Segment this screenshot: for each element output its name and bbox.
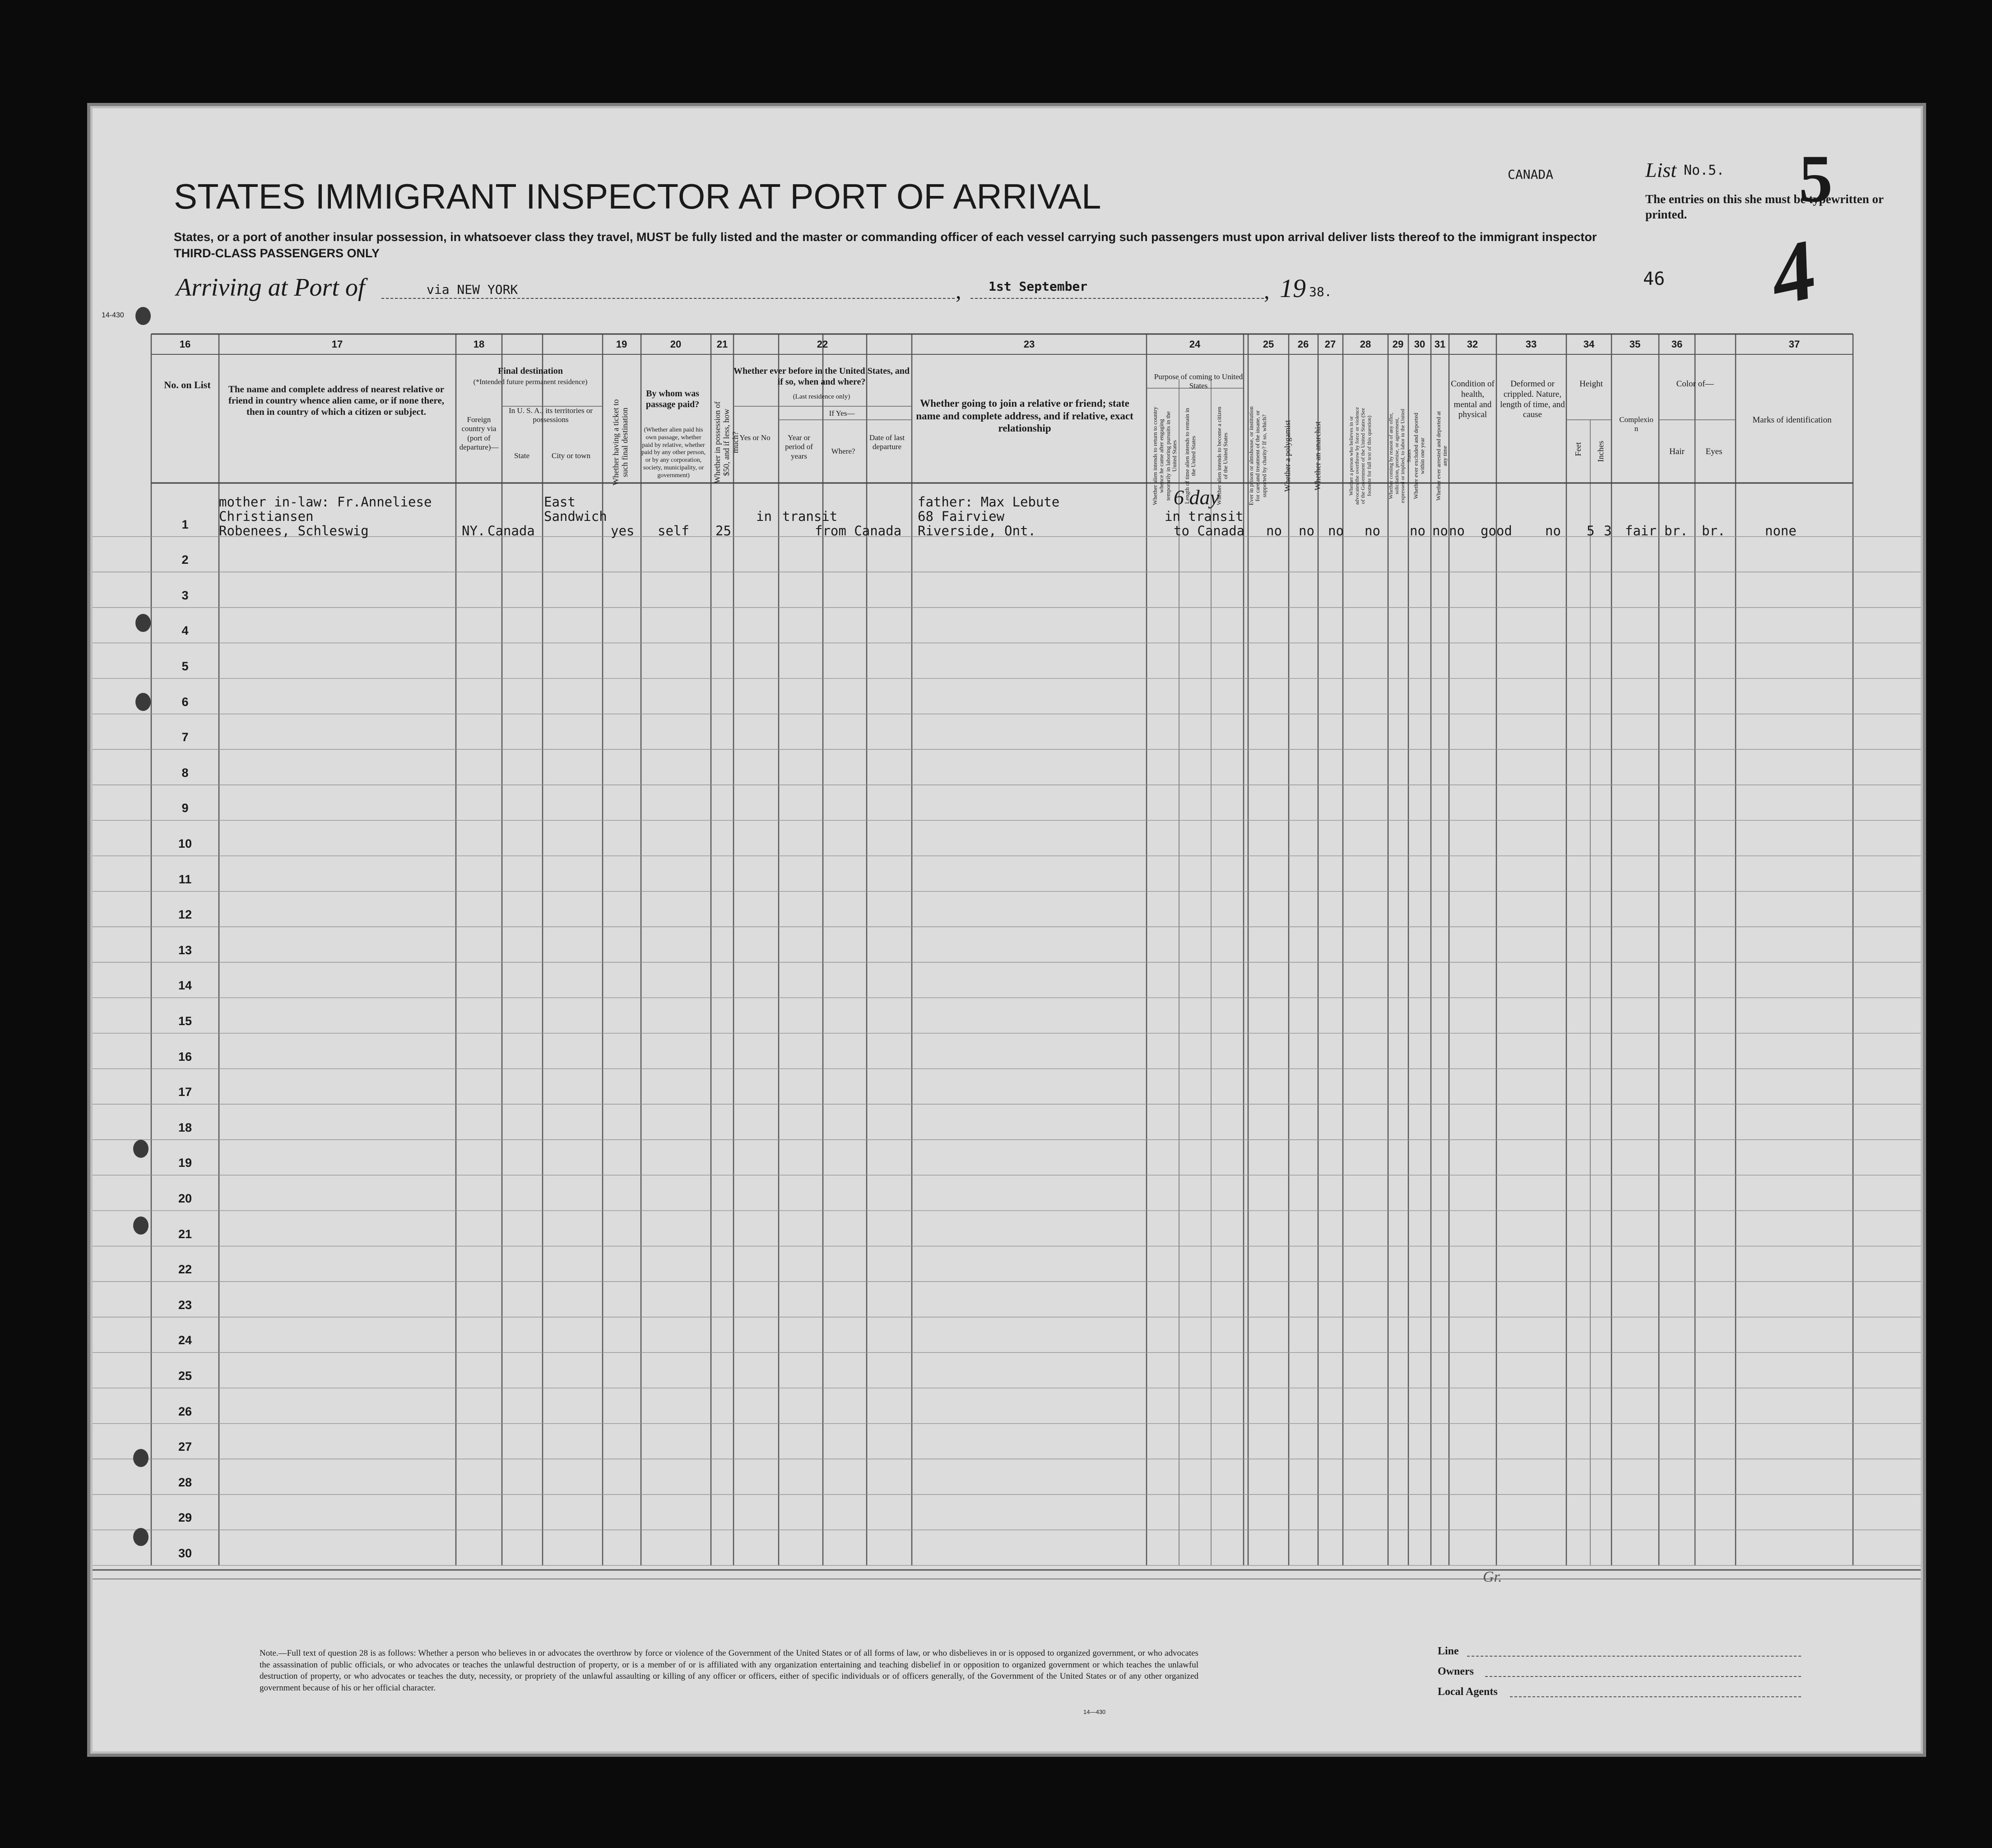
row-number: 9: [181, 801, 189, 815]
header-ticket: Whether having a ticket to such final destination: [611, 399, 629, 486]
entry-foreign-via: NY.: [462, 523, 486, 539]
column-number: 33: [1525, 339, 1537, 350]
form-code-bottom: 14—430: [1083, 1709, 1106, 1715]
entry-q29: no: [1410, 523, 1426, 539]
row-number: 16: [178, 1049, 192, 1063]
form-title: STATES IMMIGRANT INSPECTOR AT PORT OF ARRIVAL: [174, 176, 1101, 216]
typewritten-note: The entries on this she must be typewritten or printed.: [1645, 192, 1884, 221]
entry-before-transit: transit: [782, 509, 838, 524]
header-purpose-length: Length of time alien intends to remain in the United States: [1184, 408, 1197, 504]
row-number: 25: [178, 1369, 192, 1383]
form-code-top: 14-430: [102, 311, 124, 319]
entry-q31: no: [1449, 523, 1465, 539]
handwritten-numeral: 4: [1762, 222, 1824, 324]
list-number: No.5.: [1684, 163, 1725, 178]
arriving-label: Arriving at Port of: [176, 274, 365, 302]
entry-purpose-line2: to Canada: [1174, 523, 1245, 539]
entry-city-line1: East: [544, 494, 576, 510]
row-number: 28: [178, 1475, 192, 1489]
row-number: 3: [181, 588, 189, 602]
header-purpose: Purpose of coming to United States: [1154, 372, 1243, 390]
row-number: 10: [178, 837, 192, 850]
column-number: 36: [1671, 339, 1683, 350]
row-number: 1: [181, 517, 189, 531]
column-number: 29: [1392, 339, 1404, 350]
header-inches: Inches: [1596, 441, 1605, 462]
column-number: 22: [817, 339, 828, 350]
row-number: 27: [178, 1440, 192, 1454]
list-label: List: [1645, 158, 1677, 181]
signature-agents-label: Local Agents: [1438, 1686, 1498, 1698]
header-state: State: [514, 451, 529, 460]
column-number: 24: [1189, 339, 1201, 350]
header-relative-address: The name and complete address of nearest relative or friend in country whence alien came, or if none there, then in country of which a citizen or subject.: [228, 384, 445, 418]
binder-hole: [133, 1140, 149, 1158]
column-number: 26: [1297, 339, 1309, 350]
column-number: 18: [473, 339, 485, 350]
header-eyes: Eyes: [1705, 447, 1723, 456]
entry-ticket: yes: [611, 523, 635, 539]
entry-q28: no: [1365, 523, 1380, 539]
row-number: 15: [178, 1014, 192, 1028]
row-number: 26: [178, 1404, 192, 1418]
header-if-yes: If Yes—: [829, 409, 855, 418]
binder-hole: [135, 693, 151, 711]
column-number: 27: [1324, 339, 1336, 350]
row-number: 12: [178, 908, 192, 922]
header-polygamist: Whether a polygamist: [1283, 420, 1292, 492]
row-number: 14: [178, 979, 192, 993]
header-deformed: Deformed or crippled. Nature, length of time, and cause: [1500, 379, 1565, 420]
entry-inches: 3: [1604, 523, 1612, 539]
header-feet: Feet: [1574, 442, 1583, 456]
entry-anarchist: no: [1328, 523, 1344, 539]
column-number: 32: [1467, 339, 1478, 350]
column-number: 28: [1360, 339, 1371, 350]
header-yes-or-no: Yes or No: [739, 433, 771, 442]
header-complexion: Complexion: [1619, 415, 1653, 433]
header-q29: Whether coming by reason of any offer, solicitation, promise, or agreement, expressed or implied, to labor in the United States: [1388, 409, 1412, 503]
header-height: Height: [1579, 379, 1603, 389]
column-number: 37: [1788, 339, 1800, 350]
header-in-usa: In U. S. A., its territories or possessions: [508, 406, 593, 424]
signature-owners-underline: [1485, 1676, 1801, 1677]
entry-deformed: no: [1545, 523, 1561, 539]
header-passage-paid-sub: (Whether alien paid his own passage, whether paid by relative, whether paid by any other person, or by any corporation, society, municipality, or government): [641, 427, 706, 479]
year-prefix: 19: [1280, 274, 1306, 303]
header-color-of: Color of—: [1676, 379, 1714, 389]
signature-line-label: Line: [1438, 1645, 1459, 1657]
entry-city-line2: Sandwich: [544, 509, 607, 524]
column-number: 34: [1583, 339, 1595, 350]
entry-eyes: br.: [1702, 523, 1726, 539]
column-number: 25: [1263, 339, 1274, 350]
row-number: 4: [181, 624, 189, 638]
header-money: Whether in possession of $50, and if less, how much?: [713, 401, 740, 483]
entry-prison: no: [1266, 523, 1282, 539]
footnote-q28: Note.—Full text of question 28 is as follows: Whether a person who believes in or advocates the overthrow by force or violence of the Government of the United States or of all forms of law, or who disbelieves in or is opposed to organized government, or who advocates the assassination of public officials, or who advocates or teaches the unlawful destruction of property, or is a member of or is affiliated with any organization entertaining and teaching disbelief in or opposition to organized government or which teaches the unlawful destruction of property, or who advocates or teaches the duty, necessity, or propriety of the unlawful assaulting or killing of any officer or officers, either of specific individuals or of officers generally, of the Government of the United States or of any other organized government because of his or her official character.: [260, 1648, 1198, 1693]
header-prison: Ever in prison or almshouse, or institution for care and treatment of the insane, or supported by charity? If so, which?: [1248, 406, 1268, 506]
header-date-departure: Date of last departure: [869, 433, 905, 451]
entry-relative-line3: Robenees, Schleswig: [219, 523, 369, 539]
entry-complexion: fair: [1625, 523, 1657, 539]
row-number: 17: [178, 1085, 192, 1099]
row-number: 2: [181, 553, 189, 567]
header-purpose-return: Whether alien intends to return to country whence he came after engaging temporarily in laboring pursuits in the United States: [1152, 406, 1178, 506]
entry-money: 25: [715, 523, 731, 539]
column-number: 30: [1414, 339, 1426, 350]
binder-hole: [135, 307, 151, 325]
entry-relative-line1: mother in-law: Fr.Anneliese: [219, 494, 432, 510]
big-numeral: 5: [1799, 141, 1833, 216]
column-number: 16: [179, 339, 191, 350]
header-foreign-country: Foreign country via (port of departure)—: [459, 415, 499, 452]
entry-relative-line2: Christiansen: [219, 509, 314, 524]
column-number: 31: [1434, 339, 1446, 350]
arrival-date: 1st September: [989, 279, 1088, 294]
entry-health: good: [1481, 523, 1512, 539]
entry-q30: no: [1432, 523, 1448, 539]
entry-join-line3: Riverside, Ont.: [918, 523, 1036, 539]
binder-hole: [133, 1528, 149, 1546]
row-number: 22: [178, 1263, 192, 1277]
year-suffix: 38.: [1309, 284, 1332, 299]
entry-join-line1: father: Max Lebute: [918, 494, 1060, 510]
header-ever-before-sub: (Last residence only): [793, 393, 850, 400]
row-number: 11: [178, 872, 192, 886]
country-label: CANADA: [1508, 167, 1554, 182]
sheet-number: 46: [1643, 269, 1665, 289]
arriving-port: via NEW YORK: [427, 282, 518, 297]
header-ever-before: Whether ever before in the United States, and if so, when and where?: [734, 366, 910, 387]
binder-hole: [135, 614, 151, 632]
manifest-page: [90, 106, 1923, 1754]
header-join-relative: Whether going to join a relative or friend; state name and complete address, and if relative, exact relationship: [916, 398, 1133, 434]
signature-line-underline: [1467, 1656, 1801, 1657]
header-final-destination: Final destination: [498, 366, 563, 376]
header-anarchist: Whether an anarchist: [1313, 421, 1322, 491]
row-number: 5: [181, 659, 189, 673]
stray-mark: Gr.: [1483, 1569, 1502, 1585]
header-final-destination-sub: (*Intended future permanent residence): [473, 378, 588, 386]
row-number: 20: [178, 1192, 192, 1205]
entry-length-handwritten: 6 day: [1174, 486, 1219, 509]
column-number: 17: [331, 339, 343, 350]
entry-feet: 5: [1587, 523, 1595, 539]
header-health: Condition of health, mental and physical: [1451, 379, 1495, 420]
header-q31: Whether ever arrested and deported at any time: [1435, 411, 1449, 501]
column-number: 19: [616, 339, 627, 350]
row-number: 29: [178, 1511, 192, 1525]
row-number: 7: [181, 730, 189, 744]
comma-2: ,: [1264, 278, 1270, 303]
row-number: 24: [178, 1333, 192, 1347]
header-passage-paid: By whom was passage paid?: [645, 389, 700, 409]
row-number: 30: [178, 1546, 192, 1560]
entry-paid-by: self: [658, 523, 689, 539]
row-number: 8: [181, 766, 189, 780]
row-number: 6: [181, 695, 189, 709]
entry-join-line2: 68 Fairview: [918, 509, 1005, 524]
header-no-on-list: No. on List: [164, 379, 211, 390]
entry-hair: br.: [1664, 523, 1688, 539]
row-number: 19: [178, 1156, 192, 1170]
column-number: 20: [670, 339, 682, 350]
header-purpose-citizen: Whether alien intends to become a citizen of the United States: [1216, 406, 1229, 506]
column-number: 23: [1023, 339, 1035, 350]
entry-state: Canada: [488, 523, 535, 539]
header-city: City or town: [552, 451, 590, 460]
column-number: 21: [716, 339, 728, 350]
entry-marks: none: [1765, 523, 1797, 539]
header-marks: Marks of identification: [1752, 415, 1832, 425]
row-number: 21: [178, 1227, 192, 1241]
column-number: 35: [1629, 339, 1641, 350]
entry-purpose-line1: in transit: [1165, 509, 1244, 524]
entry-before-in: in: [756, 509, 772, 524]
instructions-line-1: States, or a port of another insular possession, in whatsoever class they travel, MUST be fully listed and the master or commanding officer of each vessel carrying such passengers must upon arrival deliver lists thereof to the immigrant inspector: [174, 230, 1597, 244]
table-grid: [93, 108, 1921, 1751]
instructions-line-2: THIRD-CLASS PASSENGERS ONLY: [174, 246, 380, 260]
header-year: Year or period of years: [785, 433, 813, 460]
header-where: Where?: [831, 447, 855, 455]
signature-owners-label: Owners: [1438, 1666, 1474, 1677]
comma-1: ,: [956, 278, 961, 303]
entry-before-from: from Canada: [815, 523, 902, 539]
row-number: 13: [178, 943, 192, 957]
header-q28: Whether a person who believes in or advocates the overthrow by force or violence of the Government of the United States (See footnote for full text of this question): [1348, 407, 1372, 505]
entry-polygamist: no: [1299, 523, 1314, 539]
binder-hole: [133, 1217, 149, 1235]
row-number: 18: [178, 1120, 192, 1134]
signature-agents-underline: [1510, 1696, 1801, 1697]
header-q30: Whether ever excluded and deported within one year: [1412, 413, 1426, 499]
row-number: 23: [178, 1298, 192, 1312]
header-hair: Hair: [1669, 447, 1685, 456]
binder-hole: [133, 1449, 149, 1467]
